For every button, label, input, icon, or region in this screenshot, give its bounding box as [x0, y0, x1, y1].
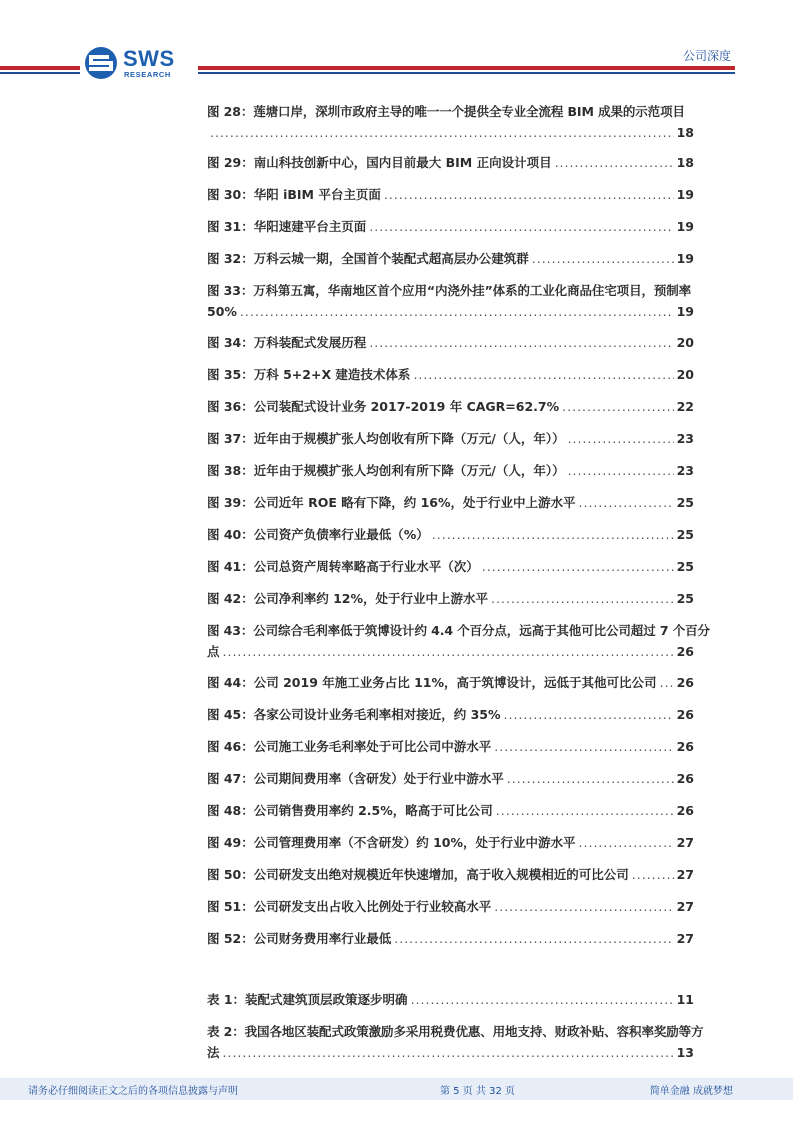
toc-entry[interactable] — [207, 248, 694, 269]
toc-leader-dots — [507, 768, 674, 789]
toc-entry-title-cont: 点 — [207, 644, 220, 659]
toc-leader-dots — [240, 301, 674, 322]
toc-entry-page: 18 — [676, 155, 694, 170]
toc-leader-dots — [411, 989, 674, 1010]
toc-entry[interactable] — [207, 152, 694, 173]
toc-leader-dots — [394, 928, 673, 949]
toc-entry[interactable] — [207, 280, 694, 322]
report-type-label: 公司深度 — [682, 49, 731, 63]
toc-entry[interactable] — [207, 989, 694, 1010]
toc-entry-title: 图 34：万科装配式发展历程 — [207, 335, 367, 350]
toc-entry-page: 19 — [676, 251, 694, 266]
toc-entry[interactable] — [207, 588, 694, 609]
toc-entry[interactable] — [207, 364, 694, 385]
toc-leader-dots — [223, 641, 674, 662]
toc-entry-title: 图 35：万科 5+2+X 建造技术体系 — [207, 367, 411, 382]
toc-leader-dots — [504, 704, 674, 725]
toc-entry-page: 25 — [676, 559, 694, 574]
toc-leader-dots — [562, 396, 673, 417]
toc-entry-page: 19 — [676, 219, 694, 234]
toc-entry-page: 27 — [676, 899, 694, 914]
toc-entry[interactable] — [207, 928, 694, 949]
toc-entry-title: 表 2：我国各地区装配式政策激励多采用税费优惠、用地支持、财政补贴、容积率奖励等方 — [207, 1024, 704, 1039]
toc-entry-title: 图 42：公司净利率约 12%，处于行业中上游水平 — [207, 591, 489, 606]
sws-logo — [84, 46, 184, 80]
toc-leader-dots — [369, 216, 673, 237]
toc-entry[interactable] — [207, 556, 694, 577]
toc-entry-title: 图 38：近年由于规模扩张人均创利有所下降（万元/（人，年）） — [207, 463, 565, 478]
toc-entry-title: 图 43：公司综合毛利率低于筑博设计约 4.4 个百分点，远高于其他可比公司超过 7 个百分 — [207, 623, 710, 638]
toc-leader-dots — [632, 864, 674, 885]
toc-entry[interactable] — [207, 736, 694, 757]
footer-slogan: 简单金融 成就梦想 — [649, 1086, 733, 1097]
toc-entry-page: 26 — [676, 739, 694, 754]
toc-entry[interactable] — [207, 672, 694, 693]
toc-leader-dots — [210, 122, 674, 143]
toc-entry-page: 22 — [676, 399, 694, 414]
toc-entry-title: 图 36：公司装配式设计业务 2017-2019 年 CAGR=62.7% — [207, 399, 560, 414]
toc-leader-dots — [384, 184, 674, 205]
toc-entry-page: 19 — [676, 187, 694, 202]
toc-entry-page: 26 — [676, 803, 694, 818]
toc-leader-dots — [432, 524, 674, 545]
toc-leader-dots — [555, 152, 674, 173]
toc-entry-title-cont: 法 — [207, 1045, 220, 1060]
toc-entry-title-cont: 50% — [207, 304, 237, 319]
logo-text: SWS — [123, 46, 175, 71]
toc-entry[interactable] — [207, 216, 694, 237]
toc-leader-dots — [482, 556, 674, 577]
toc-entry-title: 图 32：万科云城一期，全国首个装配式超高层办公建筑群 — [207, 251, 529, 266]
toc-entry-page: 26 — [676, 675, 694, 690]
toc-entry-title: 图 40：公司资产负债率行业最低（%） — [207, 527, 429, 542]
toc-entry[interactable] — [207, 396, 694, 417]
toc-leader-dots — [579, 832, 674, 853]
toc-entry-title: 图 47：公司期间费用率（含研发）处于行业中游水平 — [207, 771, 504, 786]
toc-entry-title: 图 50：公司研发支出绝对规模近年快速增加，高于收入规模相近的可比公司 — [207, 867, 629, 882]
toc-leader-dots — [568, 460, 674, 481]
toc-entry-title: 图 33：万科第五寓，华南地区首个应用“内浇外挂”体系的工业化商品住宅项目，预制率 — [207, 283, 692, 298]
toc-entry-page: 25 — [676, 591, 694, 606]
toc-entry-title: 图 52：公司财务费用率行业最低 — [207, 931, 392, 946]
toc-leader-dots — [494, 736, 673, 757]
toc-entry[interactable] — [207, 896, 694, 917]
sws-logo-icon — [84, 46, 118, 80]
toc-entry[interactable] — [207, 864, 694, 885]
toc-leader-dots — [532, 248, 674, 269]
header-rule-red-left — [0, 66, 80, 70]
toc-entry-title: 图 37：近年由于规模扩张人均创收有所下降（万元/（人，年）） — [207, 431, 565, 446]
disclaimer-note: 请务必仔细阅读正文之后的各项信息披露与声明 — [28, 1086, 238, 1097]
toc-entry-title: 图 30：华阳 iBIM 平台主页面 — [207, 187, 381, 202]
toc-entry-title: 图 45：各家公司设计业务毛利率相对接近，约 35% — [207, 707, 501, 722]
toc-leader-dots — [494, 896, 673, 917]
toc-entry[interactable] — [207, 1021, 704, 1063]
toc-entry-page: 25 — [676, 527, 694, 542]
toc-entry[interactable] — [207, 620, 710, 662]
toc-entry-page: 26 — [676, 644, 694, 659]
toc-entry[interactable] — [207, 492, 694, 513]
toc-entry[interactable] — [207, 332, 694, 353]
toc-entry-title: 图 39：公司近年 ROE 略有下降，约 16%，处于行业中上游水平 — [207, 495, 576, 510]
toc-entry-page: 20 — [676, 335, 694, 350]
toc-entry[interactable] — [207, 524, 694, 545]
toc-entry-page: 20 — [676, 367, 694, 382]
toc-leader-dots — [223, 1042, 674, 1063]
toc-entry-title: 图 44：公司 2019 年施工业务占比 11%，高于筑博设计，远低于其他可比公司 — [207, 675, 657, 690]
toc-entry-page: 11 — [676, 992, 694, 1007]
toc-entry-page: 13 — [676, 1045, 694, 1060]
toc-leader-dots — [491, 588, 674, 609]
toc-entry-title: 图 51：公司研发支出占收入比例处于行业较高水平 — [207, 899, 492, 914]
toc-entry-page: 18 — [676, 125, 694, 140]
toc-entry-page: 19 — [676, 304, 694, 319]
toc-entry-page: 25 — [676, 495, 694, 510]
header-rule-blue-left — [0, 72, 80, 74]
toc-leader-dots — [579, 492, 674, 513]
toc-entry-title: 图 49：公司管理费用率（不含研发）约 10%，处于行业中游水平 — [207, 835, 576, 850]
toc-entry-page: 27 — [676, 931, 694, 946]
toc-entry-title: 图 31：华阳速建平台主页面 — [207, 219, 367, 234]
toc-entry-page: 23 — [676, 431, 694, 446]
toc-entry-title: 图 28：莲塘口岸，深圳市政府主导的唯一一个提供全专业全流程 BIM 成果的示范项目 — [207, 104, 685, 119]
toc-entry-title: 图 41：公司总资产周转率略高于行业水平（次） — [207, 559, 479, 574]
toc-entry[interactable] — [207, 428, 694, 449]
page-footer — [0, 1078, 793, 1100]
toc-leader-dots — [660, 672, 674, 693]
header-rule-blue-right — [198, 72, 735, 74]
page-header — [0, 0, 793, 90]
toc-leader-dots — [369, 332, 673, 353]
toc-entry[interactable] — [207, 768, 694, 789]
toc-entry[interactable] — [207, 704, 694, 725]
toc-entry-title: 图 46：公司施工业务毛利率处于可比公司中游水平 — [207, 739, 492, 754]
toc-entry[interactable] — [207, 101, 694, 143]
toc-entry-title: 图 29：南山科技创新中心，国内目前最大 BIM 正向设计项目 — [207, 155, 552, 170]
toc-leader-dots — [496, 800, 674, 821]
toc-leader-dots — [568, 428, 674, 449]
page-number: 第 5 页 共 32 页 — [440, 1086, 515, 1097]
toc-entry-page: 23 — [676, 463, 694, 478]
toc-entry-title: 图 48：公司销售费用率约 2.5%，略高于可比公司 — [207, 803, 493, 818]
logo-subtext: RESEARCH — [124, 70, 171, 79]
toc-leader-dots — [413, 364, 673, 385]
toc-entry-title: 表 1：装配式建筑顶层政策逐步明确 — [207, 992, 408, 1007]
toc-entry-page: 26 — [676, 771, 694, 786]
toc-entry[interactable] — [207, 184, 694, 205]
header-rule-red-right — [198, 66, 735, 70]
toc-entry-page: 27 — [676, 835, 694, 850]
toc-entry-page: 27 — [676, 867, 694, 882]
toc-entry[interactable] — [207, 800, 694, 821]
toc-entry[interactable] — [207, 832, 694, 853]
toc-entry-page: 26 — [676, 707, 694, 722]
toc-entry[interactable] — [207, 460, 694, 481]
